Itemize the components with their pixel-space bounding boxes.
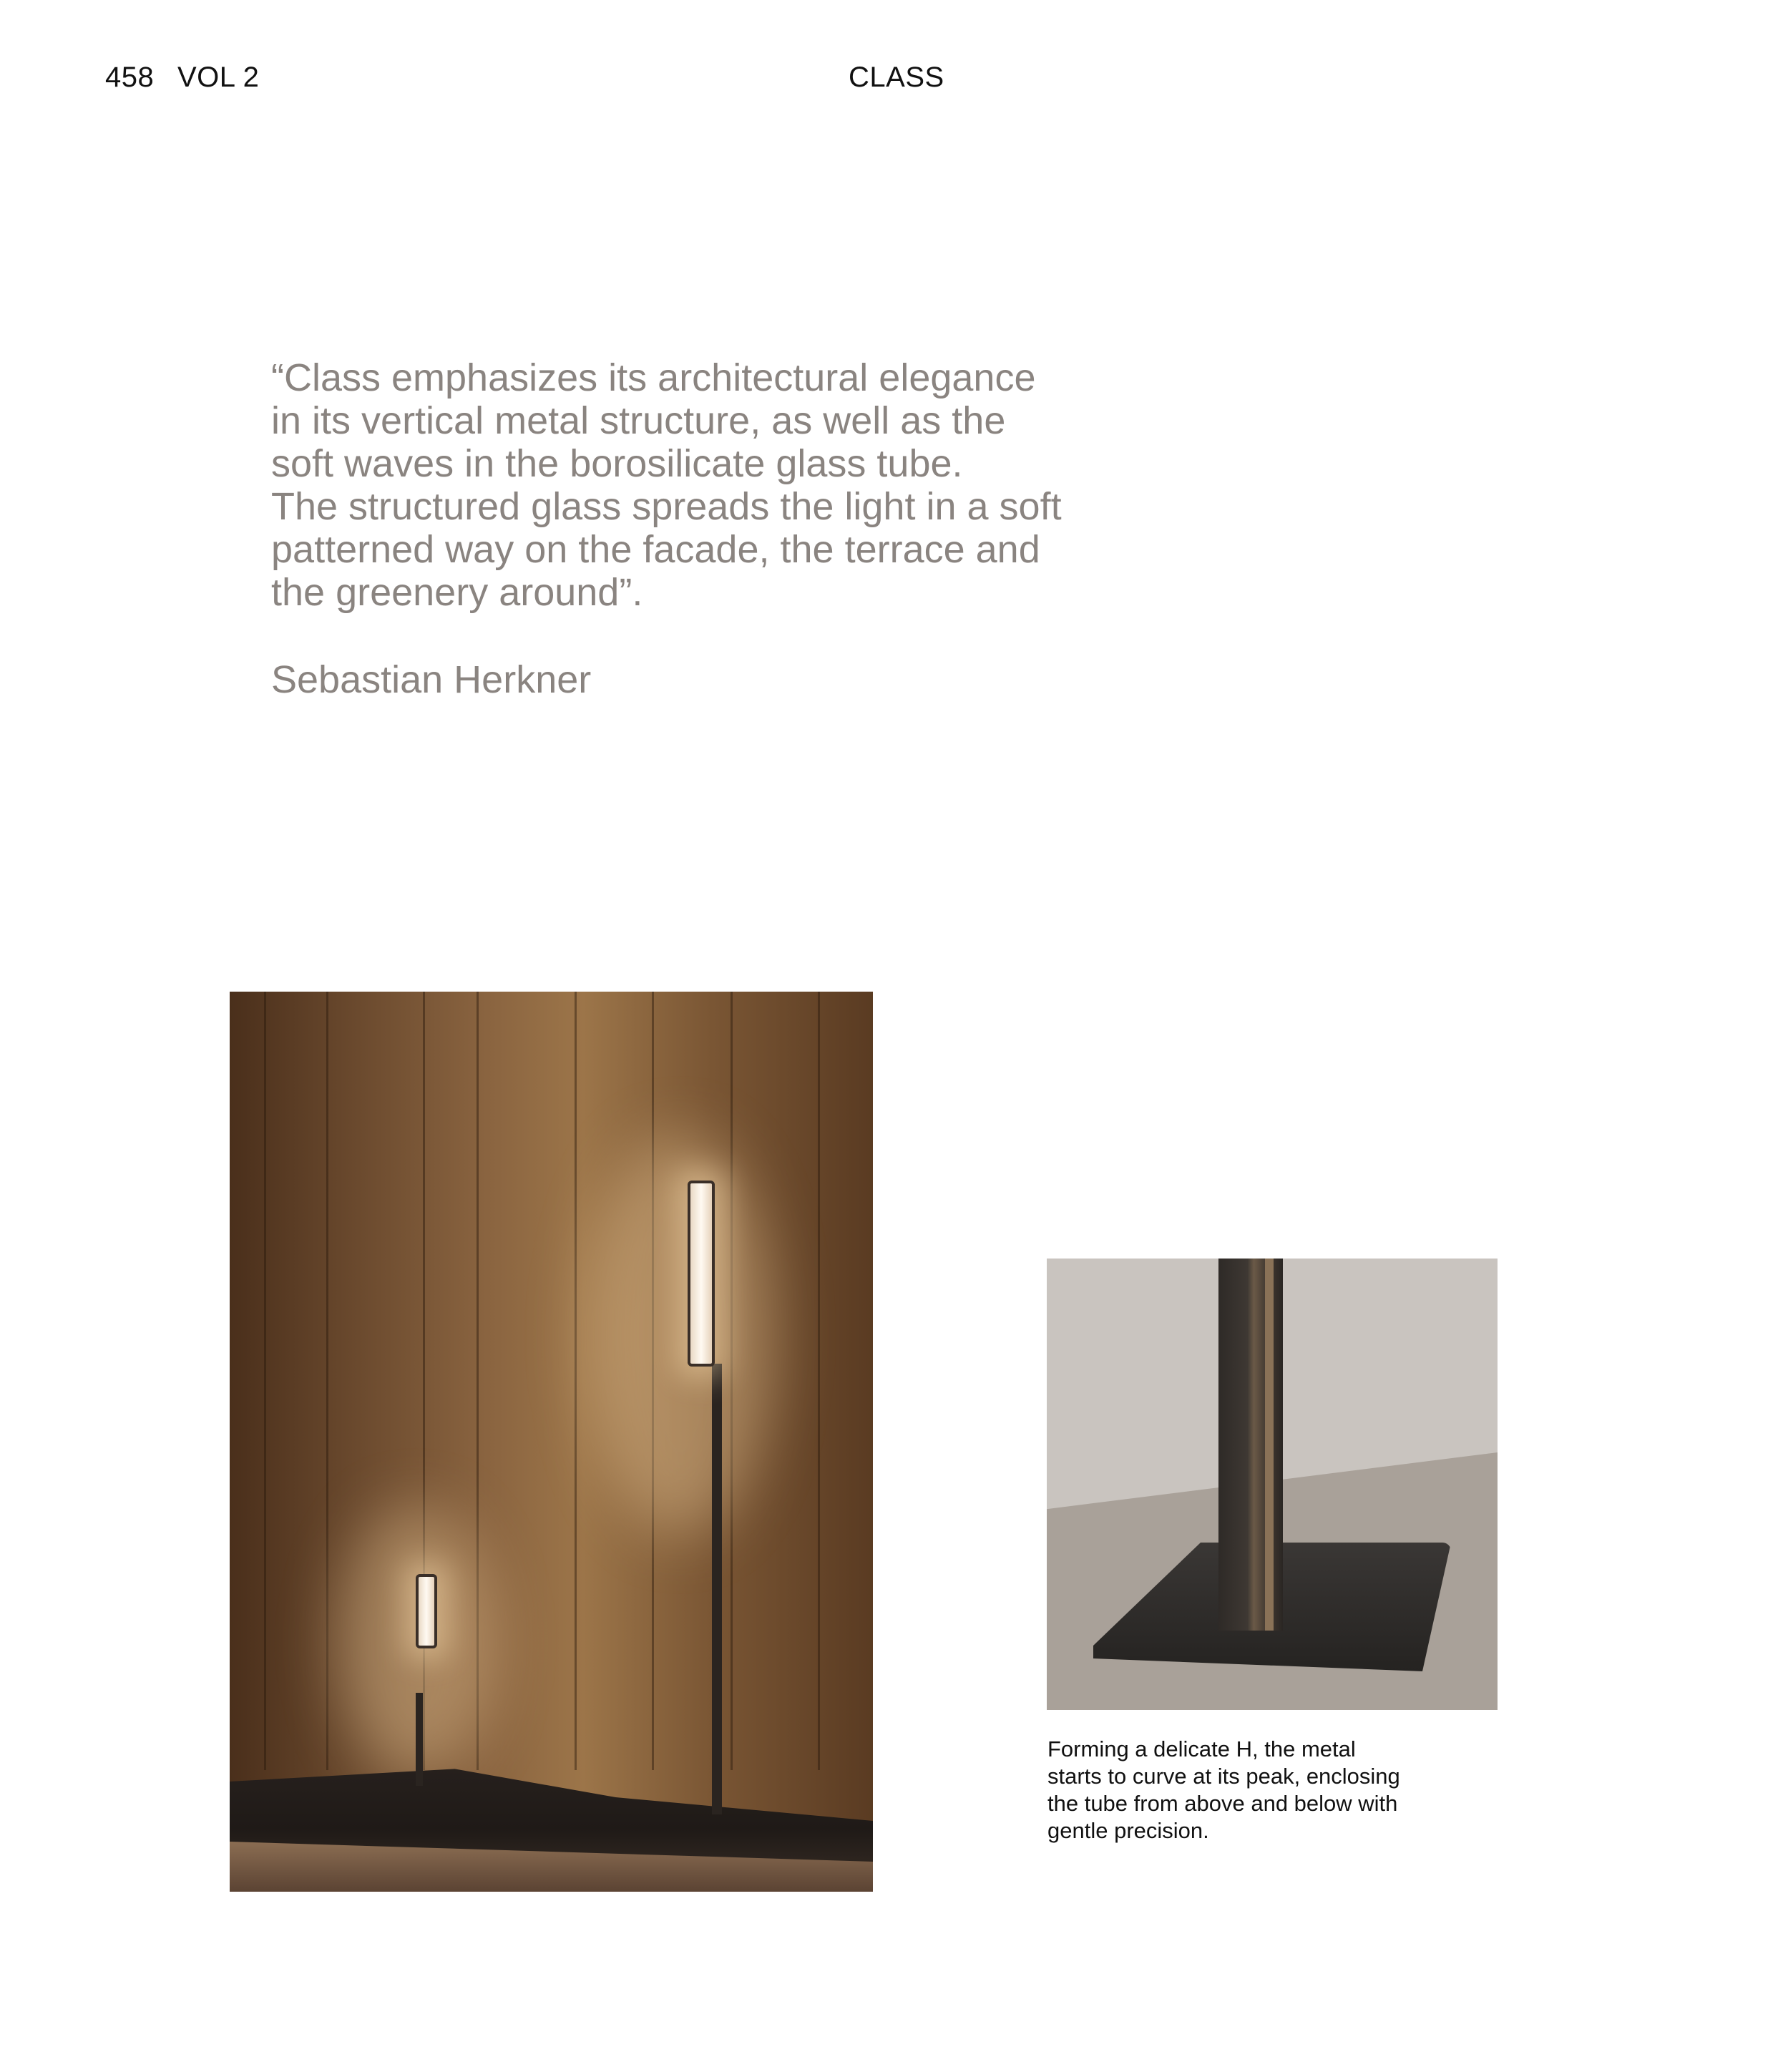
wall-panel xyxy=(264,992,266,1770)
photo-h-profile-base xyxy=(1047,1259,1498,1710)
pull-quote: “Class emphasizes its architectural elegance in its vertical metal structure, as well as the soft waves in the borosilicate glass tube. The structured glass spreads the light in a soft patterned way on the facade, the terrace and the greenery around”. xyxy=(271,356,1062,614)
wall-panel xyxy=(326,992,328,1770)
wall-panel xyxy=(818,992,820,1770)
light-glow xyxy=(587,1135,773,1535)
section-title: CLASS xyxy=(849,62,944,93)
volume-label: VOL 2 xyxy=(177,62,260,93)
tall-light-pole xyxy=(712,1364,722,1814)
page-number: 458 xyxy=(105,62,155,93)
wall-panel xyxy=(575,992,577,1770)
tall-light-tube xyxy=(688,1181,715,1367)
short-light-pole xyxy=(416,1693,423,1786)
quote-author: Sebastian Herkner xyxy=(271,658,592,701)
photo-caption: Forming a delicate H, the metal starts to curve at its peak, enclosing the tube from above and below with gentle precision. xyxy=(1047,1736,1400,1843)
photo-wooden-wall-lights xyxy=(230,992,873,1892)
short-light-tube xyxy=(416,1574,437,1648)
column-highlight xyxy=(1265,1259,1274,1631)
